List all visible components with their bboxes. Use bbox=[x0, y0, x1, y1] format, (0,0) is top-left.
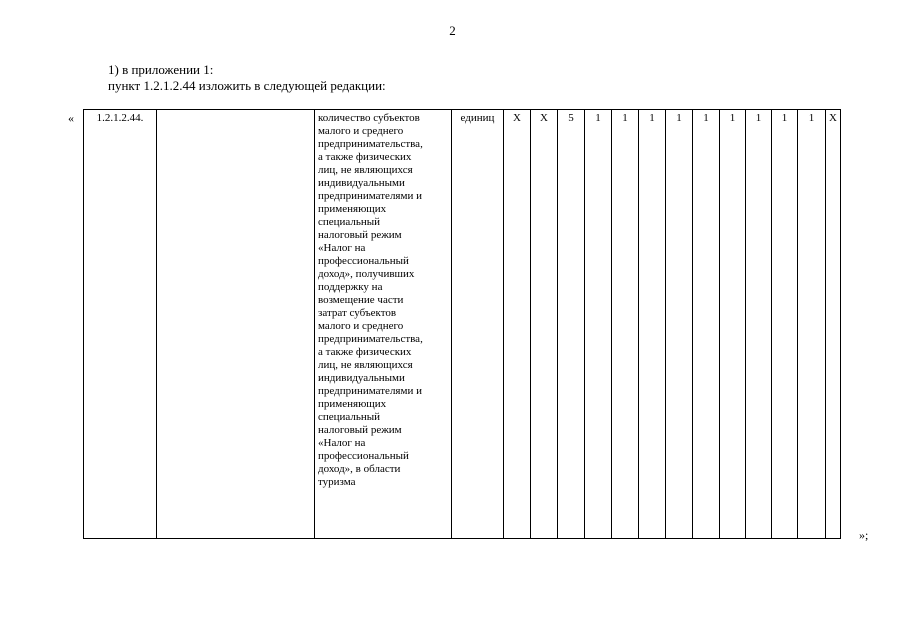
cell-value: 1 bbox=[612, 110, 639, 539]
table-row bbox=[84, 110, 841, 539]
intro-line-2: пункт 1.2.1.2.44 изложить в следующей редакции: bbox=[108, 78, 386, 93]
closing-quote: »; bbox=[859, 528, 869, 542]
opening-quote: « bbox=[68, 111, 74, 125]
cell-value: 1 bbox=[798, 110, 826, 539]
cell-value: 5 bbox=[558, 110, 585, 539]
cell-value: 1 bbox=[746, 110, 772, 539]
page-number: 2 bbox=[449, 23, 456, 38]
cell-value: 1 bbox=[639, 110, 666, 539]
cell-value: 1 bbox=[772, 110, 798, 539]
cell-value: Х bbox=[531, 110, 558, 539]
cell-unit: единиц bbox=[452, 110, 504, 539]
indicator-table bbox=[83, 109, 841, 539]
cell-value: 1 bbox=[666, 110, 693, 539]
cell-value: 1 bbox=[585, 110, 612, 539]
cell-value: Х bbox=[504, 110, 531, 539]
cell-value: Х bbox=[826, 110, 841, 539]
intro-text bbox=[108, 62, 386, 94]
intro-line-1: 1) в приложении 1: bbox=[108, 62, 214, 77]
cell-value: 1 bbox=[693, 110, 720, 539]
cell-indicator-name: количество субъектов малого и среднего предпринимательства, а также физических лиц, не являющихся индивидуальными предпринимателями и применяющих специальный налоговый режим «Налог на профессиональный доход», получивших поддержку на возмещение части затрат субъектов малого и среднего предпринимательства, а также физических лиц, не являющихся индивидуальными предпринимателями и применяющих специальный налоговый режим «Налог на профессиональный доход», в области туризма bbox=[315, 110, 452, 539]
cell-value: 1 bbox=[720, 110, 746, 539]
cell-blank bbox=[157, 110, 315, 539]
cell-item-number: 1.2.1.2.44. bbox=[84, 110, 157, 539]
